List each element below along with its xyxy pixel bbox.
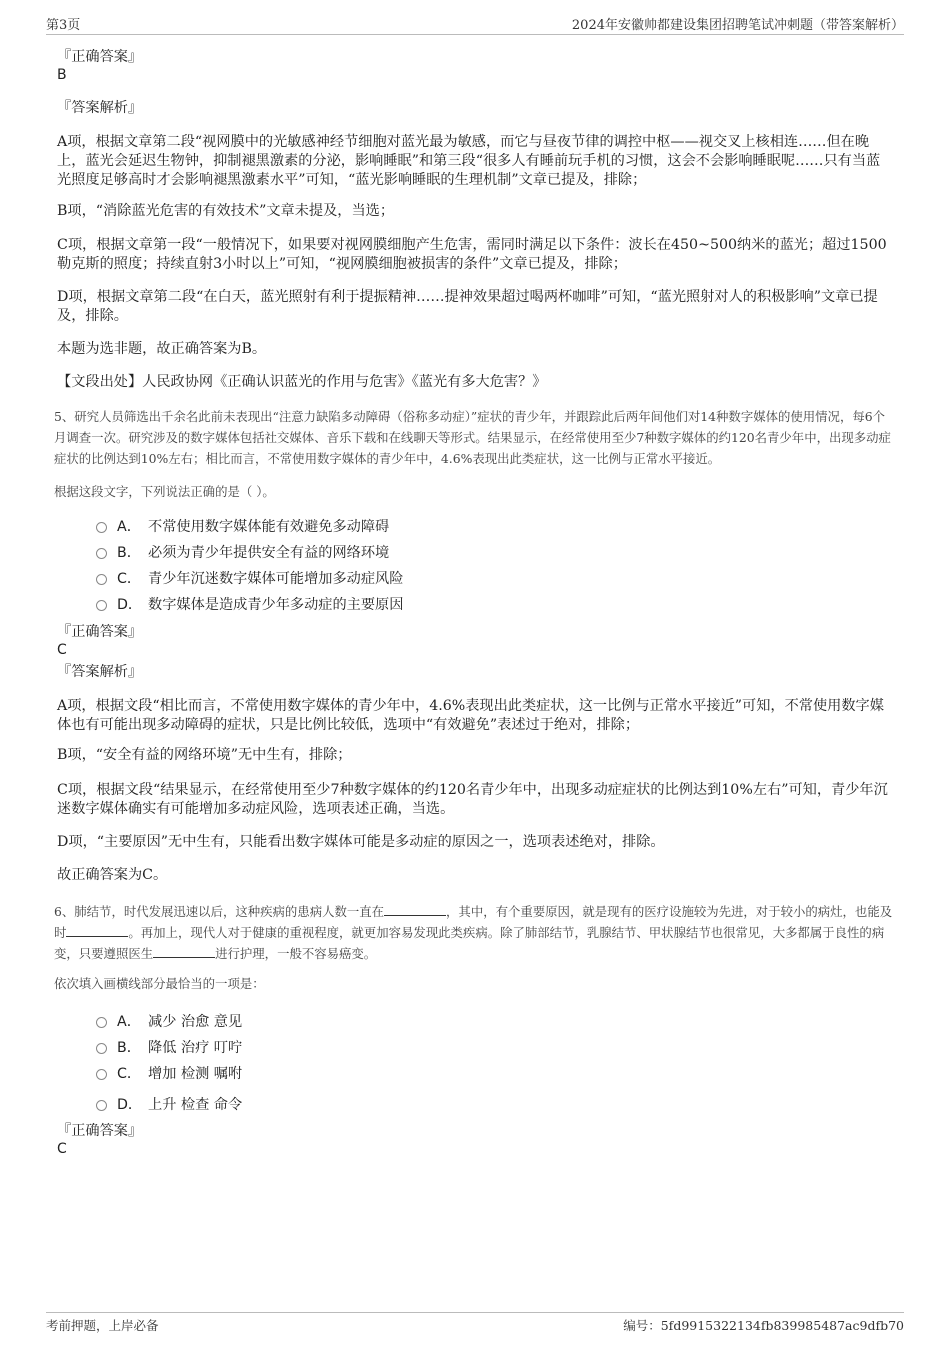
- radio-icon[interactable]: [96, 522, 107, 533]
- q5-answer: C: [57, 642, 67, 658]
- q6-option-b[interactable]: B． 降低 治疗 叮咛: [96, 1037, 242, 1057]
- q5-prompt: 根据这段文字，下列说法正确的是（ ）。: [54, 484, 275, 499]
- q6-option-a[interactable]: A． 减少 治愈 意见: [96, 1011, 242, 1031]
- q5-option-d[interactable]: D． 数字媒体是造成青少年多动症的主要原因: [96, 594, 403, 614]
- q4-conclusion: 本题为选非题，故正确答案为B。: [57, 341, 267, 357]
- page-number: 第3页: [46, 18, 81, 33]
- q5-analysis-c: C项，根据文段“结果显示，在经常使用至少7种数字媒体的约120名青少年中，出现多动症症状的比例达到10%左右”可知，青少年沉迷数字媒体确实有可能增加多动症风险，选项表述正确，当选。: [57, 782, 888, 817]
- document-title: 2024年安徽帅都建设集团招聘笔试冲刺题（带答案解析）: [571, 18, 904, 33]
- radio-icon[interactable]: [96, 600, 107, 611]
- q5-conclusion: 故正确答案为C。: [57, 867, 168, 883]
- radio-icon[interactable]: [96, 1017, 107, 1028]
- radio-icon[interactable]: [96, 548, 107, 559]
- q4-analysis-a: A项，根据文章第二段“视网膜中的光敏感神经节细胞对蓝光最为敏感，而它与昼夜节律的调控中枢——视交叉上核相连……但在晚上，蓝光会延迟生物钟，抑制褪黑激素的分泌，影响睡眠”和第三段“很多人有睡前玩手机的习惯，这会不会影响睡眠呢……只有当蓝光照度足够高时才会影响褪黑激素水平”可知，“蓝光影响睡眠的生理机制”文章已提及，排除；: [57, 134, 881, 188]
- q6-stem: 6、肺结节，时代发展迅速以后，这种疾病的患病人数一直在 ，其中，有个重要原因，就是现有的医疗设施较为先进，对于较小的病灶，也能及时 。再加上，现代人对于健康的重视程度，就更加容易发现此类疾病。除了肺部结节，乳腺结节、甲状腺结节也很常见，大多都属于良性的病变，只要遵照医生 进行护理，一般不容易癌变。: [54, 904, 893, 961]
- q4-answer-label: 『正确答案』: [57, 49, 143, 65]
- radio-icon[interactable]: [96, 1043, 107, 1054]
- blank-3[interactable]: [153, 945, 215, 958]
- blank-2[interactable]: [66, 924, 128, 937]
- q5-option-a[interactable]: A． 不常使用数字媒体能有效避免多动障碍: [96, 516, 389, 536]
- radio-icon[interactable]: [96, 1069, 107, 1080]
- blank-1[interactable]: [384, 903, 446, 916]
- q6-prompt: 依次填入画横线部分最恰当的一项是：: [54, 976, 265, 991]
- q4-analysis-b: B项，“消除蓝光危害的有效技术”文章未提及，当选；: [57, 203, 395, 219]
- q5-analysis-b: B项，“安全有益的网络环境”无中生有，排除；: [57, 747, 352, 763]
- q4-analysis-c: C项，根据文章第一段“一般情况下，如果要对视网膜细胞产生危害，需同时满足以下条件：波长在450~500纳米的蓝光；超过1500勒克斯的照度；持续直射3小时以上”可知，“视网膜细胞被损害的条件”文章已提及，排除；: [57, 237, 887, 272]
- q6-answer-label: 『正确答案』: [57, 1123, 143, 1139]
- q5-analysis-label: 『答案解析』: [57, 664, 143, 680]
- q6-answer: C: [57, 1141, 67, 1157]
- q5-analysis-a: A项，根据文段“相比而言，不常使用数字媒体的青少年中，4.6%表现出此类症状，这一比例与正常水平接近”可知，不常使用数字媒体也有可能出现多动障碍的症状，只是比例比较低，选项中“有效避免”表述过于绝对，排除；: [57, 698, 884, 733]
- q5-analysis-d: D项，“主要原因”无中生有，只能看出数字媒体可能是多动症的原因之一，选项表述绝对，排除。: [57, 834, 665, 850]
- q5-option-c[interactable]: C． 青少年沉迷数字媒体可能增加多动症风险: [96, 568, 403, 588]
- q4-analysis-label: 『答案解析』: [57, 100, 143, 116]
- footer-slogan: 考前押题，上岸必备: [46, 1318, 159, 1333]
- q5-option-b[interactable]: B． 必须为青少年提供安全有益的网络环境: [96, 542, 389, 562]
- q4-analysis-d: D项，根据文章第二段“在白天，蓝光照射有利于提振精神……提神效果超过喝两杯咖啡”可知，“蓝光照射对人的积极影响”文章已提及，排除。: [57, 289, 878, 324]
- q6-option-d[interactable]: D． 上升 检查 命令: [96, 1094, 242, 1114]
- q4-source: 【文段出处】人民政协网《正确认识蓝光的作用与危害》《蓝光有多大危害？》: [57, 374, 547, 390]
- q6-option-c[interactable]: C． 增加 检测 嘱咐: [96, 1063, 242, 1083]
- radio-icon[interactable]: [96, 1100, 107, 1111]
- radio-icon[interactable]: [96, 574, 107, 585]
- page-footer: [46, 1312, 904, 1335]
- q5-stem: 5、研究人员筛选出千余名此前未表现出“注意力缺陷多动障碍（俗称多动症）”症状的青少年，并跟踪此后两年间他们对14种数字媒体的使用情况，每6个月调查一次。研究涉及的数字媒体包括社交媒体、音乐下载和在线聊天等形式。结果显示，在经常使用至少7种数字媒体的约120名青少年中，出现多动症症状的比例达到10%左右；相比而言，不常使用数字媒体的青少年中，4.6%表现出此类症状，这一比例与正常水平接近。: [54, 409, 891, 466]
- document-code: 编号：5fd9915322134fb839985487ac9dfb70: [623, 1318, 904, 1333]
- page-header: [46, 14, 904, 35]
- q5-answer-label: 『正确答案』: [57, 624, 143, 640]
- q4-answer: B: [57, 67, 67, 83]
